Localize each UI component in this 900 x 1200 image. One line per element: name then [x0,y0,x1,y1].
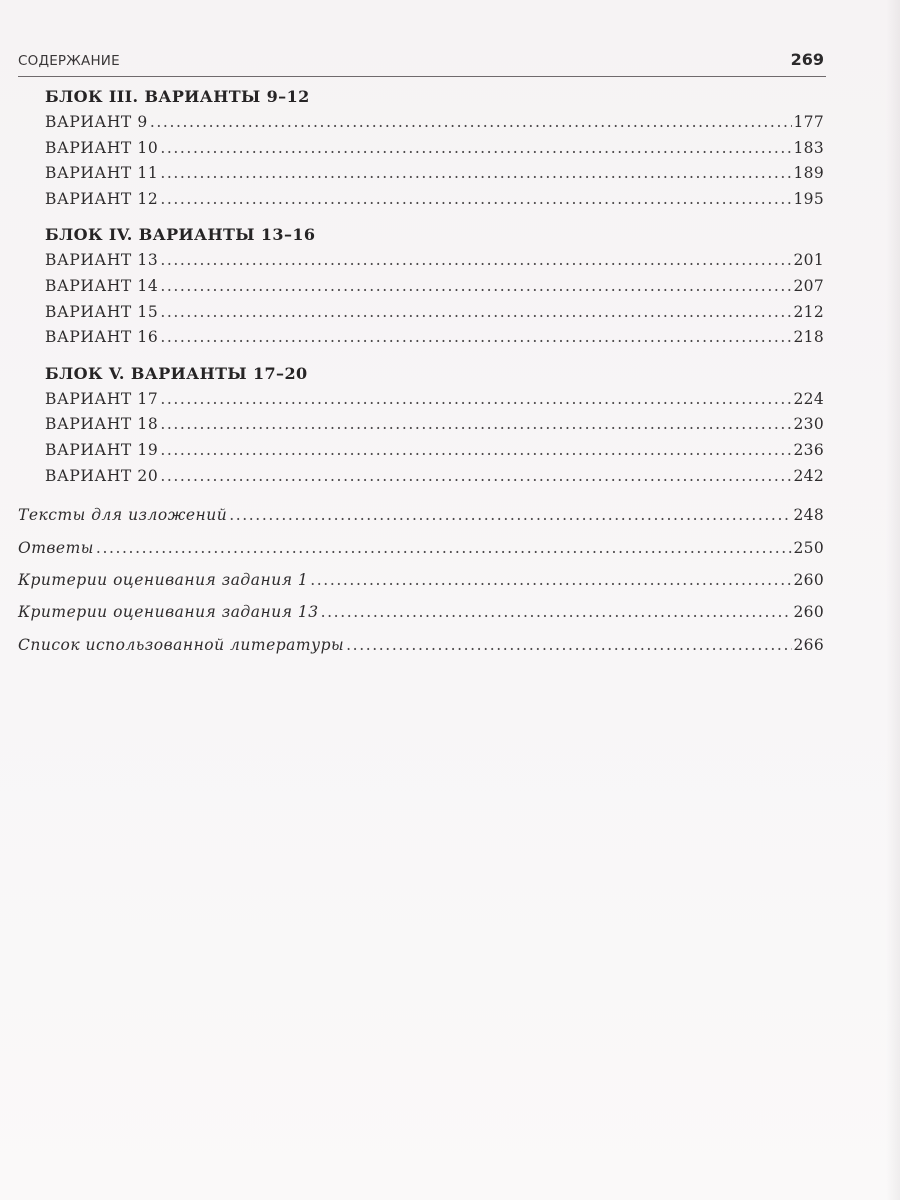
dot-leader [160,412,791,438]
toc-entry [18,274,824,300]
toc-entry-page: 201 [793,251,824,270]
toc-entry [18,464,824,490]
dot-leader [160,300,791,326]
toc-section-page: 248 [793,506,824,525]
toc-entry-label: ВАРИАНТ 11 [45,164,159,183]
toc-section-page: 266 [793,635,824,654]
toc-sections [18,499,824,661]
toc-entry [18,161,824,187]
dot-leader [150,110,792,136]
toc-entry-label: ВАРИАНТ 15 [45,302,159,321]
dot-leader [160,187,791,213]
dot-leader [160,248,791,274]
toc-entry-page: 242 [793,466,824,485]
toc-section-entry [18,499,824,531]
dot-leader [321,596,792,628]
toc-entry-label: ВАРИАНТ 14 [45,276,159,295]
dot-leader [160,438,791,464]
toc-entry [18,387,824,413]
page-number: 269 [790,50,824,69]
dot-leader [229,499,791,531]
toc-section-page: 250 [793,538,824,557]
toc-entry [18,325,824,351]
toc-entry-page: 195 [793,189,824,208]
toc-entry-page: 183 [793,138,824,157]
toc-section-label: Критерии оценивания задания 1 [18,570,309,589]
dot-leader [160,136,791,162]
block-title: БЛОК IV. ВАРИАНТЫ 13–16 [45,225,316,245]
dot-leader [160,325,791,351]
toc-section-label: Ответы [18,538,94,557]
toc-entry-page: 230 [793,415,824,434]
running-head-title: СОДЕРЖАНИЕ [18,53,120,69]
toc-entry-label: ВАРИАНТ 19 [45,440,159,459]
toc-entry-label: ВАРИАНТ 17 [45,389,159,408]
dot-leader [310,564,791,596]
toc-entry-label: ВАРИАНТ 9 [45,113,148,131]
toc-section-label: Тексты для изложений [18,506,228,525]
toc-block-4 [18,222,824,350]
toc-entry-label: ВАРИАНТ 12 [45,189,159,208]
toc-entry [18,110,824,136]
toc-entry-page: 207 [793,276,824,295]
block-title: БЛОК V. ВАРИАНТЫ 17–20 [45,363,308,383]
toc-entry-label: ВАРИАНТ 20 [45,466,159,485]
dot-leader [160,161,791,187]
toc-entry-page: 212 [793,302,824,321]
toc-section-label: Критерии оценивания задания 13 [18,603,319,622]
dot-leader [160,387,791,413]
toc-entry-page: 236 [793,440,824,459]
toc-section-entry [18,596,824,628]
toc-entry-label: ВАРИАНТ 18 [45,415,159,434]
toc-entry-label: ВАРИАНТ 13 [45,251,159,270]
toc-entry [18,438,824,464]
toc-entry-page: 218 [793,328,824,347]
toc-block-3 [18,84,824,212]
toc-entry [18,300,824,326]
dot-leader [346,629,791,661]
toc-entry [18,248,824,274]
page-edge-shadow [886,0,900,1200]
toc-section-label: Список использованной литературы [18,635,345,654]
dot-leader [160,464,791,490]
toc-entry [18,412,824,438]
block-title: БЛОК III. ВАРИАНТЫ 9–12 [45,87,310,106]
toc-entry-label: ВАРИАНТ 10 [45,138,159,157]
toc-block-5 [18,361,824,489]
table-of-contents [18,84,824,661]
dot-leader [96,532,792,564]
toc-section-entry [18,564,824,596]
toc-entry [18,136,824,162]
toc-section-entry [18,629,824,661]
dot-leader [160,274,791,300]
toc-section-page: 260 [793,603,824,622]
toc-section-page: 260 [793,570,824,589]
running-head [18,48,826,77]
toc-entry [18,187,824,213]
toc-entry-page: 177 [793,113,824,131]
toc-entry-page: 224 [793,389,824,408]
toc-entry-label: ВАРИАНТ 16 [45,328,159,347]
toc-entry-page: 189 [793,164,824,183]
toc-section-entry [18,532,824,564]
